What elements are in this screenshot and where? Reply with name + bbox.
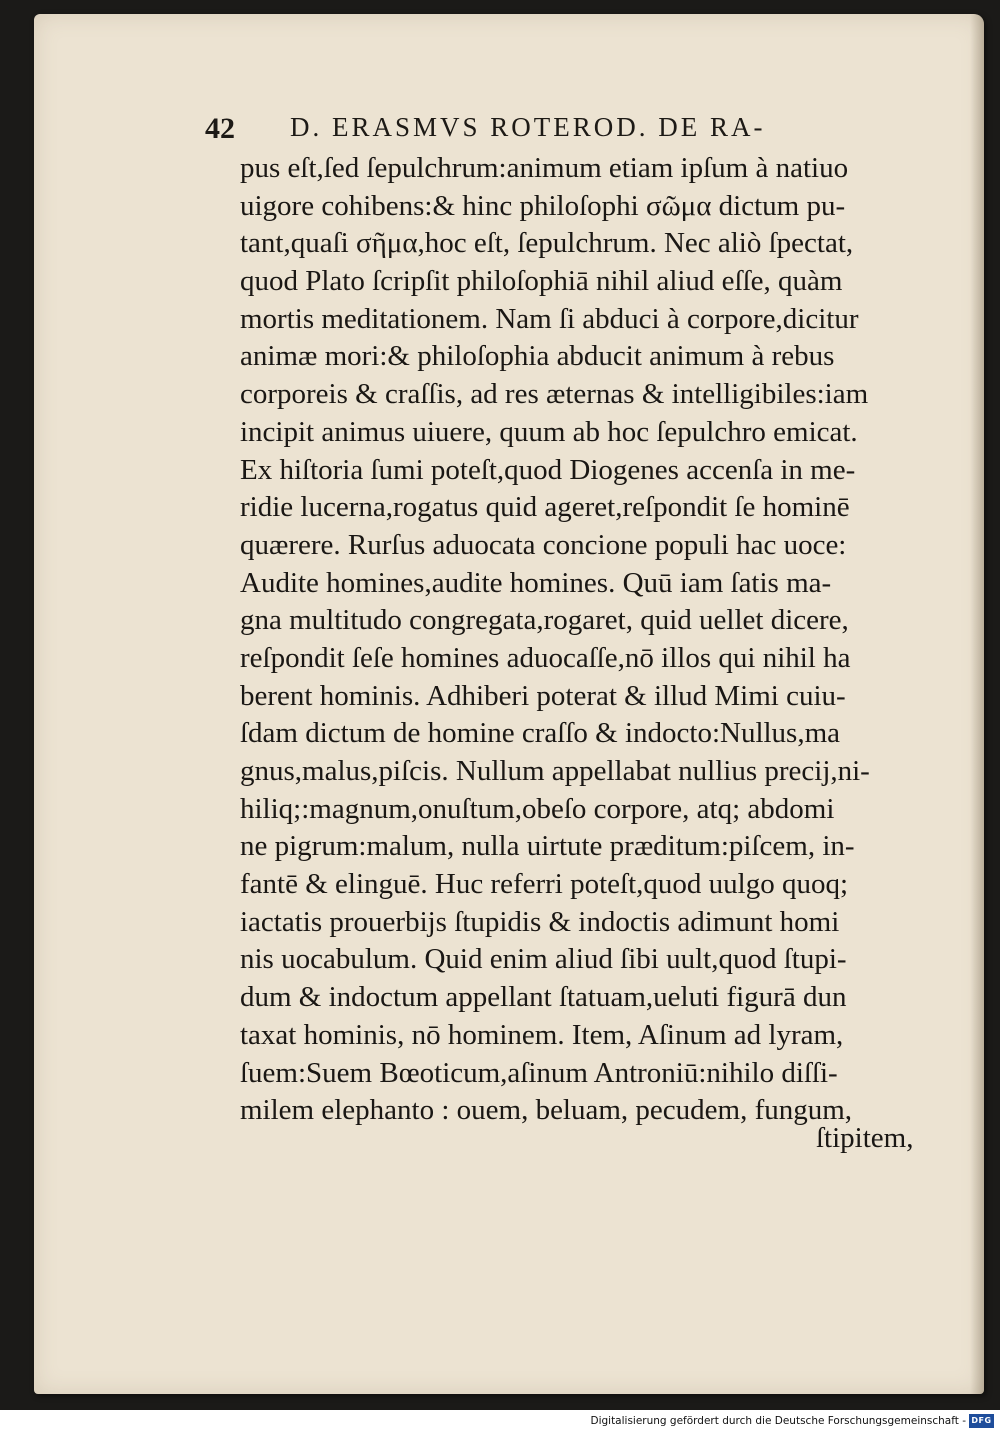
text-line: corporeis & craſſis, ad res æternas & intelligibiles:iam (240, 378, 869, 411)
text-line: ne pigrum:malum, nulla uirtute præditum:piſcem, in- (240, 830, 855, 863)
text-line: berent hominis. Adhiberi poterat & illud Mimi cuiu- (240, 679, 846, 712)
text-line: fantē & elinguē. Huc referri poteſt,quod uulgo quoq; (240, 868, 849, 901)
text-line: mortis meditationem. Nam ſi abduci à corpore,dicitur (240, 302, 859, 335)
funding-credit: Digitalisierung gefördert durch die Deutsche Forschungsgemeinschaft - (590, 1415, 966, 1427)
text-line: gna multitudo congregata,rogaret, quid uellet dicere, (240, 604, 849, 637)
text-line: Audite homines,audite homines. Quū iam ſatis ma- (240, 566, 832, 599)
text-line: dum & indoctum appellant ſtatuam,ueluti figurā dun (240, 981, 847, 1014)
catchword: ſtipitem, (816, 1122, 914, 1154)
text-line: hiliq;:magnum,onuſtum,obeſo corpore, atq; abdomi (240, 792, 835, 825)
page-edge-shadow (970, 14, 984, 1394)
text-line: nis uocabulum. Quid enim aliud ſibi uult,quod ſtupi- (240, 943, 847, 976)
body-text (240, 150, 960, 1130)
text-line: quærere. Rurſus aduocata concione populi hac uoce: (240, 528, 847, 561)
text-line: ridie lucerna,rogatus quid ageret,reſpondit ſe hominē (240, 491, 850, 524)
text-line: ſdam dictum de homine craſſo & indocto:Nullus,ma (240, 717, 841, 750)
footer-bar (0, 1410, 1000, 1433)
text-line: reſpondit ſeſe homines aduocaſſe,nō illos qui nihil ha (240, 641, 851, 674)
text-line: uigore cohibens:& hinc philoſophi σῶμα dictum pu- (240, 189, 846, 222)
text-line: gnus,malus,piſcis. Nullum appellabat nullius precij,ni- (240, 755, 870, 787)
text-line: tant,quaſi σῆμα,hoc eſt, ſepulchrum. Nec aliò ſpectat, (240, 227, 854, 260)
text-line: quod Plato ſcripſit philoſophiā nihil aliud eſſe, quàm (240, 265, 843, 298)
running-head-title: D. ERASMVS ROTEROD. DE RA- (290, 112, 766, 142)
page-number: 42 (205, 112, 235, 145)
text-line: incipit animus uiuere, quum ab hoc ſepulchro emicat. (240, 415, 858, 448)
text-line: ſuem:Suem Bœoticum,aſinum Antroniū:nihilo diſſi- (240, 1056, 838, 1089)
text-line: milem elephanto : ouem, beluam, pecudem, fungum, (240, 1094, 853, 1127)
text-line: pus eſt,ſed ſepulchrum:animum etiam ipſum à natiuo (240, 152, 849, 184)
running-head (205, 108, 925, 148)
text-line: Ex hiſtoria ſumi poteſt,quod Diogenes accenſa in me- (240, 453, 856, 486)
text-line: animæ mori:& philoſophia abducit animum à rebus (240, 340, 835, 373)
text-line: iactatis prouerbijs ſtupidis & indoctis adimunt homi (240, 905, 840, 938)
dfg-logo-icon: DFG (969, 1414, 994, 1428)
text-line: taxat hominis, nō hominem. Item, Aſinum ad lyram, (240, 1018, 844, 1051)
